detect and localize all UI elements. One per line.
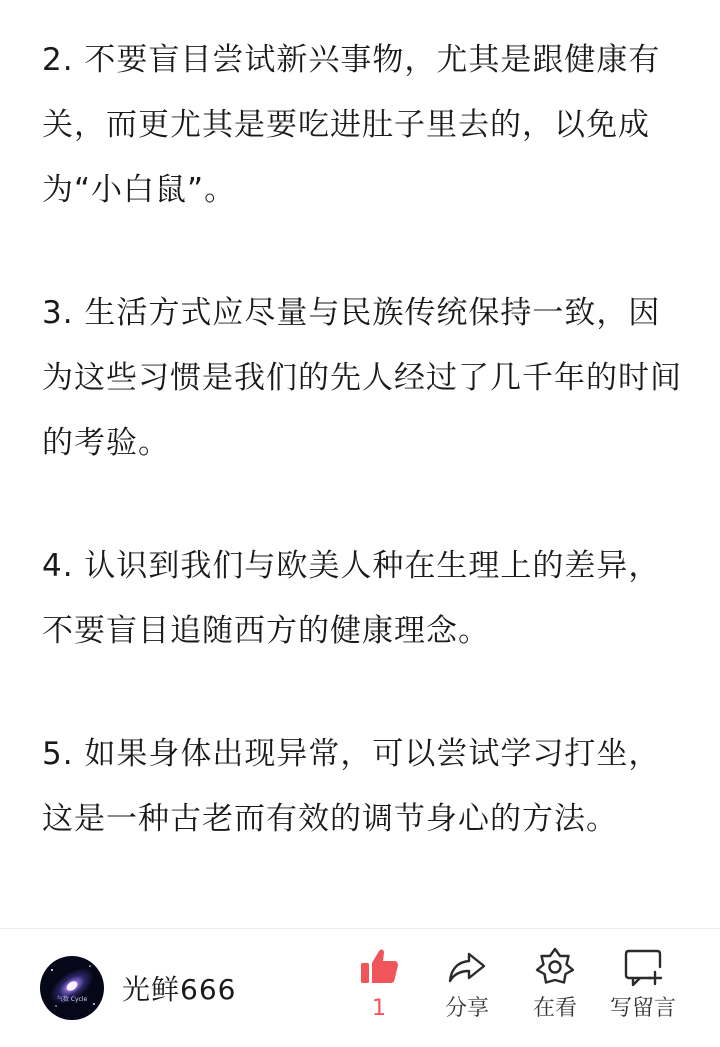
author-profile[interactable] — [40, 955, 236, 1021]
article-paragraph: 3. 生活方式应尽量与民族传统保持一致，因为这些习惯是我们的先人经过了几千年的时间的考验。 — [42, 295, 682, 461]
share-arrow-icon — [445, 945, 489, 989]
share-button[interactable] — [422, 945, 512, 1035]
article-paragraph: 5. 如果身体出现异常，可以尝试学习打坐，这是一种古老而有效的调节身心的方法。 — [42, 736, 661, 837]
like-button[interactable] — [334, 945, 424, 1035]
like-count: 1 — [372, 996, 386, 1021]
thumbs-up-icon — [357, 945, 401, 989]
author-name[interactable]: 光鲜666 — [122, 973, 237, 1006]
avatar[interactable] — [40, 956, 104, 1020]
article-paragraph: 2. 不要盲目尝试新兴事物，尤其是跟健康有关，而更尤其是要吃进肚子里去的，以免成为“小白鼠”。 — [42, 42, 661, 208]
share-label: 分享 — [444, 996, 489, 1021]
bottom-action-bar — [0, 929, 720, 1047]
avatar-watermark-text: 气数 Cycle — [56, 996, 88, 1003]
watch-button[interactable] — [510, 945, 600, 1035]
comment-plus-icon — [621, 945, 665, 989]
star-badge-icon — [533, 945, 577, 989]
comment-button[interactable] — [598, 945, 688, 1035]
article-paragraph: 4. 认识到我们与欧美人种在生理上的差异，不要盲目追随西方的健康理念。 — [42, 548, 661, 649]
comment-label: 写留言 — [609, 996, 676, 1021]
watch-label: 在看 — [532, 996, 577, 1021]
